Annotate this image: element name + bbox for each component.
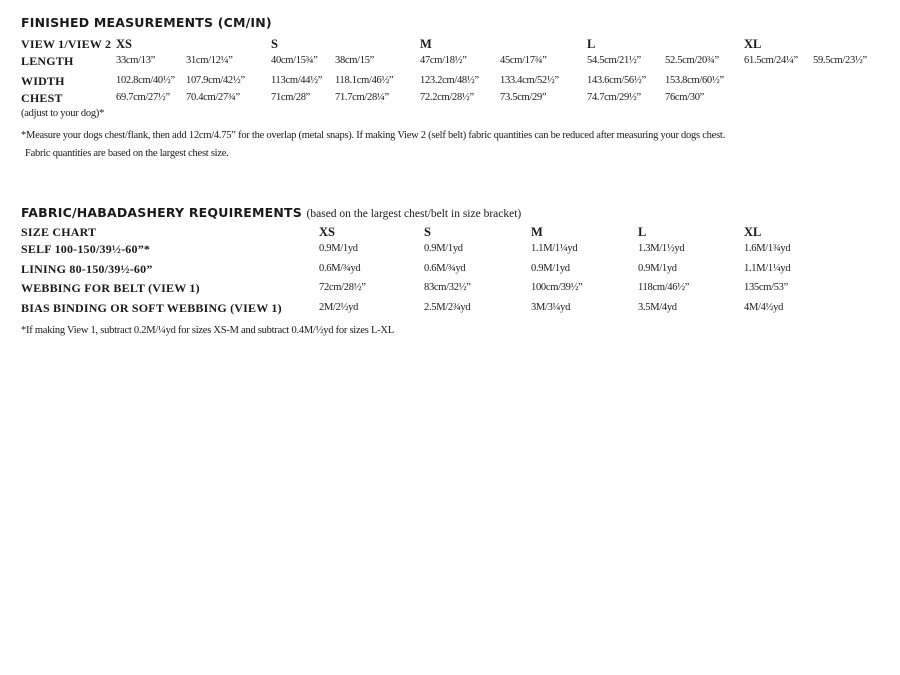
webbing-l: 118cm/46½” [638,282,690,293]
lining-xs: 0.6M/¾yd [319,263,361,274]
lining-s: 0.6M/¾yd [424,263,466,274]
width-s-view2: 118.1cm/46½” [335,75,394,86]
length-xl-view1: 61.5cm/24¼” [744,55,798,66]
chest-xs-view1: 69.7cm/27½” [116,92,170,103]
fabric-subtitle: (based on the largest chest/belt in size bracket) [306,208,522,220]
lining-xl: 1.1M/1¼yd [744,263,791,274]
row-label-webbing: WEBBING FOR BELT (VIEW 1) [21,281,200,295]
webbing-xl: 135cm/53” [744,282,788,293]
chest-s-view1: 71cm/28” [271,92,311,103]
fabric-size-s: S [424,225,431,239]
view-header-label: VIEW 1/VIEW 2 [21,37,112,51]
bias-m: 3M/3¼yd [531,302,571,313]
length-m-view1: 47cm/18½” [420,55,467,66]
width-xs-view1: 102.8cm/40½” [116,75,175,86]
fabric-title-text: FABRIC/HABADASHERY REQUIREMENTS [21,205,302,220]
chest-m-view1: 72.2cm/28½” [420,92,474,103]
bias-s: 2.5M/2¾yd [424,302,471,313]
length-s-view1: 40cm/15¾” [271,55,318,66]
length-xs-view2: 31cm/12¼” [186,55,233,66]
width-m-view1: 123.2cm/48½” [420,75,479,86]
fabric-requirements-title [21,205,521,220]
chest-s-view2: 71.7cm/28¼” [335,92,389,103]
lining-l: 0.9M/1yd [638,263,677,274]
width-xs-view2: 107.9cm/42½” [186,75,245,86]
width-m-view2: 133.4cm/52½” [500,75,559,86]
fabric-size-m: M [531,225,543,239]
adjust-note: (adjust to your dog)* [21,108,105,119]
lining-m: 0.9M/1yd [531,263,570,274]
length-l-view1: 54.5cm/21½” [587,55,641,66]
self-xl: 1.6M/1¾yd [744,243,791,254]
size-header-xl: XL [744,37,762,51]
width-s-view1: 113cm/44½” [271,75,323,86]
width-l-view1: 143.6cm/56½” [587,75,646,86]
fabric-quantity-footnote: Fabric quantities are based on the largest chest size. [25,148,229,159]
length-l-view2: 52.5cm/20¾” [665,55,719,66]
size-header-s: S [271,37,278,51]
webbing-s: 83cm/32½” [424,282,471,293]
self-l: 1.3M/1½yd [638,243,685,254]
bias-xs: 2M/2½yd [319,302,359,313]
row-label-length: LENGTH [21,54,74,68]
self-s: 0.9M/1yd [424,243,463,254]
width-l-view2: 153.8cm/60½” [665,75,724,86]
self-xs: 0.9M/1yd [319,243,358,254]
size-header-m: M [420,37,432,51]
fabric-size-xs: XS [319,225,335,239]
size-header-xs: XS [116,37,132,51]
chest-xs-view2: 70.4cm/27¾” [186,92,240,103]
chest-l-view2: 76cm/30” [665,92,705,103]
webbing-m: 100cm/39½” [531,282,583,293]
size-header-l: L [587,37,596,51]
length-xs-view1: 33cm/13” [116,55,156,66]
measure-footnote: *Measure your dogs chest/flank, then add 12cm/4.75” for the overlap (metal snaps). If making View 2 (self belt) fabric quantities can be reduced after measuring your dogs chest. [21,130,725,141]
row-label-width: WIDTH [21,74,65,88]
row-label-chest: CHEST [21,91,63,105]
webbing-xs: 72cm/28½” [319,282,366,293]
chest-l-view1: 74.7cm/29½” [587,92,641,103]
chest-m-view2: 73.5cm/29” [500,92,547,103]
fabric-size-l: L [638,225,647,239]
length-xl-view2: 59.5cm/23½” [813,55,867,66]
self-m: 1.1M/1¼yd [531,243,578,254]
length-m-view2: 45cm/17¾” [500,55,547,66]
bias-l: 3.5M/4yd [638,302,677,313]
fabric-size-xl: XL [744,225,762,239]
bias-xl: 4M/4½yd [744,302,784,313]
row-label-self: SELF 100-150/39½-60”* [21,242,151,256]
row-label-lining: LINING 80-150/39½-60” [21,262,153,276]
size-chart-label: SIZE CHART [21,225,97,239]
finished-measurements-title: FINISHED MEASUREMENTS (CM/IN) [21,15,272,30]
row-label-bias-binding: BIAS BINDING OR SOFT WEBBING (VIEW 1) [21,301,282,315]
length-s-view2: 38cm/15” [335,55,375,66]
view1-subtract-footnote: *If making View 1, subtract 0.2M/¼yd for sizes XS-M and subtract 0.4M/½yd for sizes L-XL [21,325,394,336]
